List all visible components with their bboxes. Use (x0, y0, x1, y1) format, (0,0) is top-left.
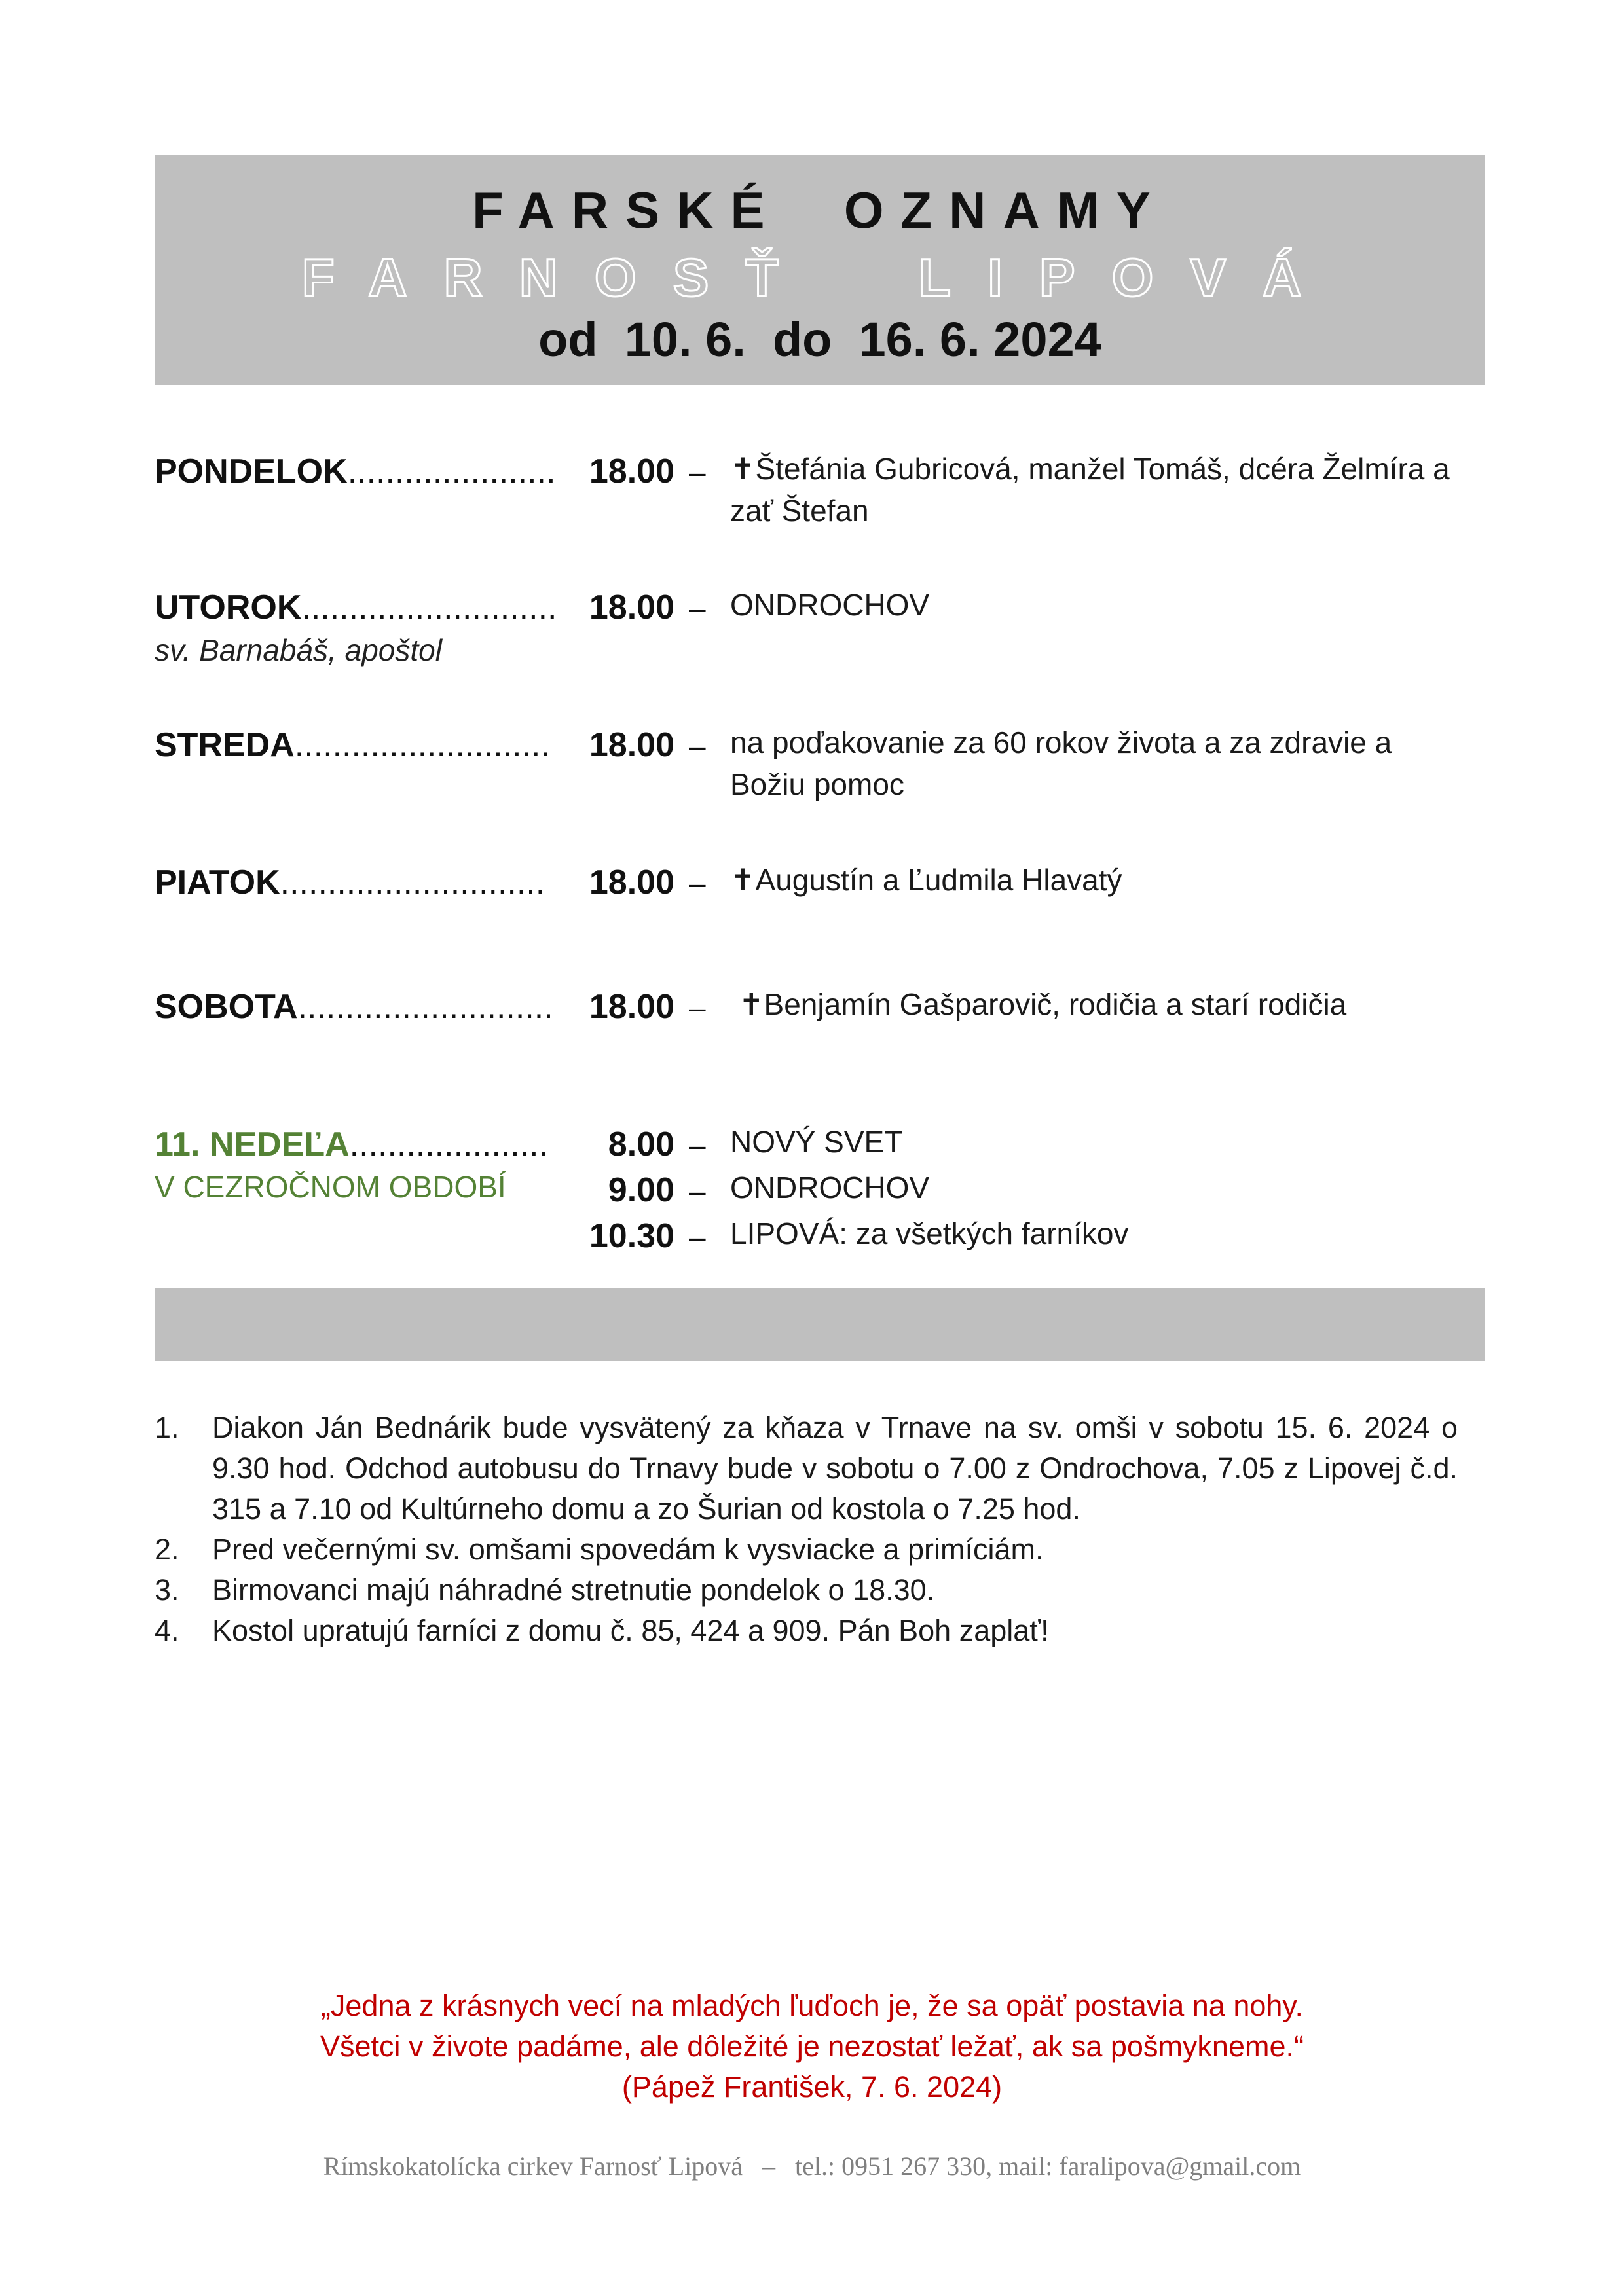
mass-time: 9.00 (608, 1171, 674, 1209)
list-item (155, 1529, 1458, 1570)
mass-time: 18.00 (589, 589, 674, 627)
mass-intention: ONDROCHOV (730, 1171, 930, 1205)
quote-line: Všetci v živote padáme, ale dôležité je nezostať ležať, ak sa pošmykneme.“ (320, 2030, 1304, 2063)
liturgical-season: V CEZROČNOM OBDOBÍ (155, 1170, 506, 1204)
dash: – (689, 1128, 706, 1162)
header-banner (155, 155, 1485, 385)
mass-time: 18.00 (589, 864, 674, 902)
mass-intention: LIPOVÁ: za všetkých farníkov (730, 1216, 1129, 1250)
parish-name: FARNOSŤ LIPOVÁ (301, 248, 1338, 308)
mass-time: 18.00 (589, 988, 674, 1026)
pope-quote (0, 1986, 1624, 2107)
list-item (155, 1408, 1458, 1529)
day-label: 11. NEDEĽA..................... (155, 1125, 549, 1163)
item-text: Birmovanci majú náhradné stretnutie pondelok o 18.30. (212, 1573, 935, 1607)
list-item (155, 1570, 1458, 1611)
feast-subtitle: sv. Barnabáš, apoštol (155, 633, 442, 667)
dash: – (689, 729, 706, 763)
item-number: 3. (155, 1573, 179, 1607)
item-number: 1. (155, 1411, 179, 1444)
mass-intention: NOVÝ SVET (730, 1125, 903, 1159)
item-text: Pred večernými sv. omšami spovedám k vysviacke a primíciám. (212, 1533, 1044, 1566)
mass-time: 18.00 (589, 452, 674, 490)
day-label: SOBOTA........................... (155, 988, 553, 1026)
item-text: Kostol upratujú farníci z domu č. 85, 424 a 909. Pán Boh zaplať! (212, 1614, 1049, 1647)
dash: – (689, 455, 706, 489)
quote-line: „Jedna z krásnych vecí na mladých ľuďoch je, že sa opäť postavia na nohy. (320, 1989, 1304, 2022)
mass-time: 10.30 (589, 1217, 674, 1255)
mass-intention: na poďakovanie za 60 rokov života a za zdravie a Božiu pomoc (730, 725, 1392, 801)
dash: – (689, 866, 706, 900)
mass-intention: ONDROCHOV (730, 588, 930, 622)
dash: – (689, 991, 706, 1025)
item-text: Diakon Ján Bednárik bude vysvätený za kňaza v Trnave na sv. omši v sobotu 15. 6. 2024 o 9.30 hod. Odchod autobusu do Trnavy bude v sobotu o 7.00 z Ondrochova, 7.05 z Lipovej č.d. 315 a 7.10 od Kultúrneho domu a zo Šurian od kostola o 7.25 hod. (212, 1411, 1458, 1525)
mass-time: 8.00 (608, 1125, 674, 1163)
item-number: 4. (155, 1614, 179, 1647)
dash: – (689, 591, 706, 625)
mass-intention: ✝Benjamín Gašparovič, rodičia a starí rodičia (739, 987, 1347, 1021)
page-title: FARSKÉ OZNAMY (472, 181, 1168, 239)
mass-intention: ✝Štefánia Gubricová, manžel Tomáš, dcéra Želmíra a zať Štefan (730, 452, 1450, 528)
announcements-list (155, 1408, 1458, 1651)
quote-attribution: (Pápež František, 7. 6. 2024) (621, 2070, 1003, 2104)
day-label: PONDELOK...................... (155, 452, 556, 490)
dash: – (689, 1220, 706, 1254)
day-label: UTOROK........................... (155, 589, 557, 627)
day-label: STREDA........................... (155, 726, 550, 764)
day-label: PIATOK............................ (155, 864, 545, 902)
mass-intention: ✝Augustín a Ľudmila Hlavatý (730, 863, 1122, 897)
dash: – (689, 1174, 706, 1208)
list-item (155, 1611, 1458, 1651)
mass-time: 18.00 (589, 726, 674, 764)
item-number: 2. (155, 1533, 179, 1566)
date-range: od 10. 6. do 16. 6. 2024 (538, 312, 1101, 367)
section-divider (155, 1288, 1485, 1361)
page-footer: Rímskokatolícka cirkev Farnosť Lipová – tel.: 0951 267 330, mail: faralipova@gmail.com (323, 2151, 1301, 2181)
